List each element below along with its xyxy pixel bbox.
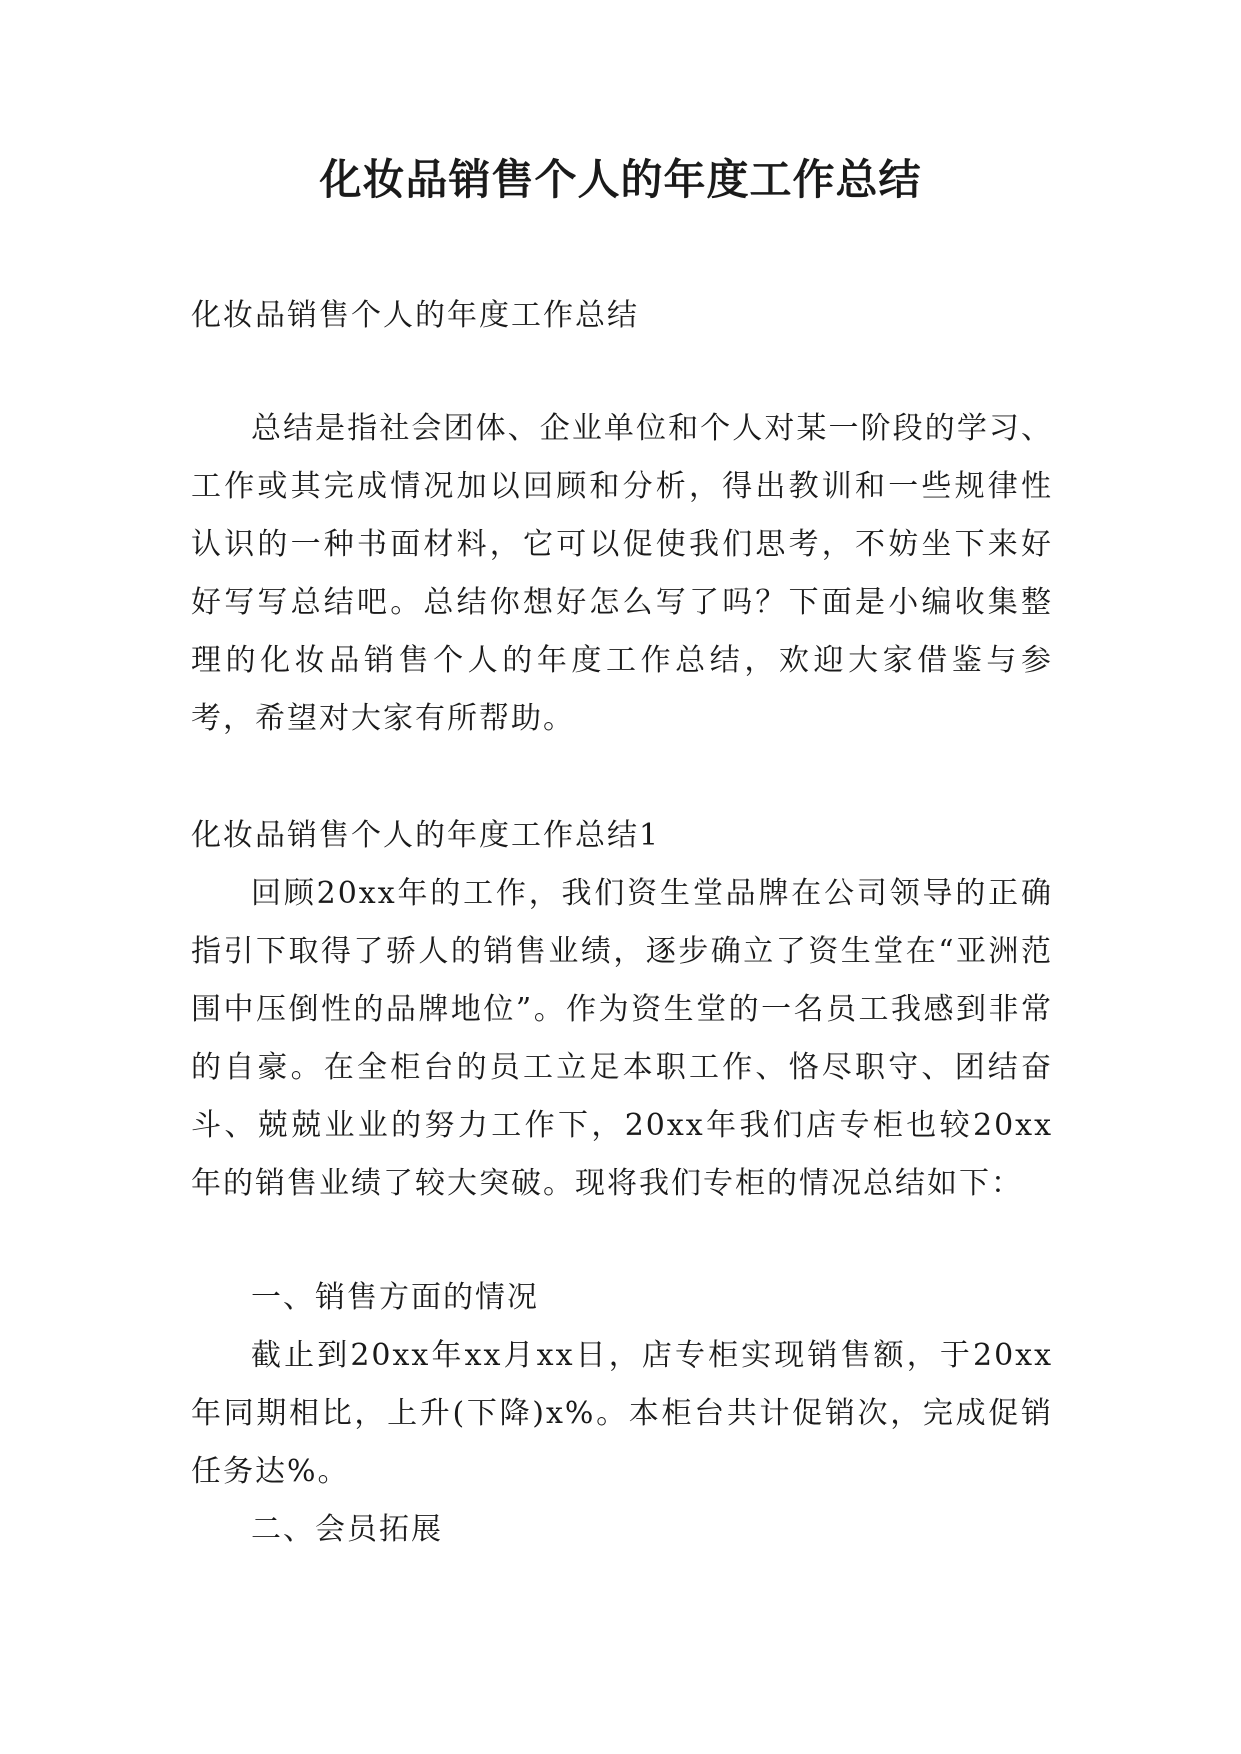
sales-paragraph: 截止到20xx年xx月xx日，店专柜实现销售额，于20xx年同期相比，上升(下降)x%。本柜台共计促销次，完成促销任务达%。	[191, 1338, 1053, 1489]
document-subtitle: 化妆品销售个人的年度工作总结	[191, 298, 639, 333]
subheading-members: 二、会员拓展	[251, 1512, 443, 1547]
section-title: 化妆品销售个人的年度工作总结1	[191, 818, 661, 853]
section-paragraph: 回顾20xx年的工作，我们资生堂品牌在公司领导的正确指引下取得了骄人的销售业绩，逐步确立了资生堂在“亚洲范围中压倒性的品牌地位”。作为资生堂的一名员工我感到非常的自豪。在全柜台的员工立足本职工作、恪尽职守、团结奋斗、兢兢业业的努力工作下，20xx年我们店专柜也较20xx年的销售业绩了较大突破。现将我们专柜的情况总结如下：	[191, 876, 1053, 1201]
intro-paragraph: 总结是指社会团体、企业单位和个人对某一阶段的学习、工作或其完成情况加以回顾和分析，得出教训和一些规律性认识的一种书面材料，它可以促使我们思考，不妨坐下来好好写写总结吧。总结你想好怎么写了吗？下面是小编收集整理的化妆品销售个人的年度工作总结，欢迎大家借鉴与参考，希望对大家有所帮助。	[191, 411, 1053, 736]
subheading-sales: 一、销售方面的情况	[251, 1280, 539, 1315]
document-title: 化妆品销售个人的年度工作总结	[319, 155, 922, 204]
